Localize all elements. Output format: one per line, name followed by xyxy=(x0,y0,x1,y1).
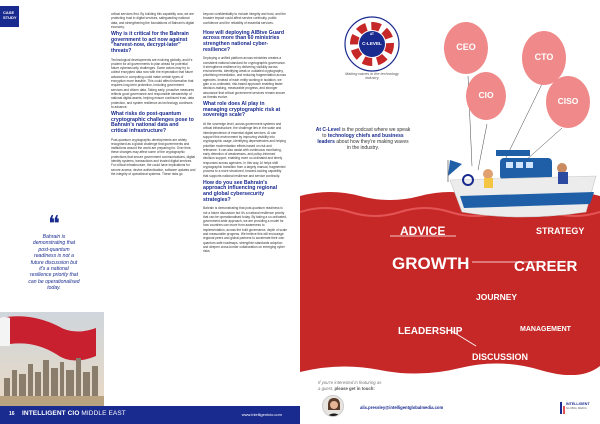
word-advice: ADVICE xyxy=(400,224,446,238)
word-leadership: LEADERSHIP xyxy=(398,326,463,337)
section-tab: CASE STUDY xyxy=(0,6,19,27)
podcast-promo-page xyxy=(300,0,600,424)
word-journey: JOURNEY xyxy=(476,292,518,302)
balloon-label-cto: CTO xyxy=(534,52,554,62)
question-heading-4: What role does AI play in managing cryptographic risk at sovereign scale? xyxy=(203,101,281,119)
question-heading-1: Why is it critical for the Bahrain government to act now against "harvest-now, decrypt-later" threats? xyxy=(111,31,189,54)
guest-invitation-line-1: If you're interested in featuring as xyxy=(318,380,382,385)
guest-invitation-cta: please get in touch: xyxy=(334,385,375,391)
contact-email-link[interactable]: alix.pressley@intelligentglobalmedia.com xyxy=(360,405,444,410)
word-management: MANAGEMENT xyxy=(520,326,571,333)
article-column-1 xyxy=(111,12,196,179)
quote-mark-icon: ❝ xyxy=(48,212,60,237)
host-avatar xyxy=(322,395,344,417)
answer-paragraph-1: Technological developments are evolving globally, and it's prudent for all governments to plan ahead for potential future cybersecurity challenges. Some actors may try to collect encrypted data now with the expectation that future advances in computing could make certain types of encryption more feasible. This could affect information that requires long-term protection, including government services and citizen data. Taking early, proactive measures reflects good governance and responsible stewardship of national digital assets, helping ensure continued trust, data protection, and system resilience as technology continues to advance. xyxy=(111,57,194,109)
word-strategy: STRATEGY xyxy=(536,226,585,236)
article-column-2 xyxy=(203,12,287,257)
question-heading-5: How do you see Bahrain's approach influencing regional and global cybersecurity strategies? xyxy=(203,179,278,203)
page-number: 16 xyxy=(9,411,15,417)
page-footer xyxy=(0,406,300,424)
ic-logo-text xyxy=(566,402,590,410)
word-career: CAREER xyxy=(514,258,578,275)
intelligent-global-media-logo xyxy=(560,401,590,415)
answer-paragraph-5: Bahrain is demonstrating that post-quantum readiness is not a future discussion but it's a national resilience priority that can be operationalised today. By taking a co-ordinated, government-wide approach, we are providing a model for how countries can move from awareness to implementation, across the built governance, depth of scale and measurable progress. We believe this will encourage regional peers and global partners to accelerate their own quantum-safe roadmaps, strengthen standards adoption and deepen cross-border collaboration on emerging cyber risks. xyxy=(203,206,287,254)
question-heading-3: How will deploying AIBtve Guard across more than 60 ministries strengthen national cyber-resilience? xyxy=(203,29,285,53)
publication-brand xyxy=(22,410,126,417)
bahrain-skyline-photo xyxy=(0,312,104,406)
balloon-label-ceo: CEO xyxy=(456,42,476,52)
intro-paragraph: critical services first. By building this capability now, we are protecting trust in digital services, safeguarding national data, and strengthening the foundations of Bahrain's digital economy. xyxy=(111,12,195,29)
answer-paragraph-4: At the sovereign level, across government systems and critical infrastructure, the challenge lies in the scale and interdependence of essential digital services. AI can support this environment by improving visibility into cryptographic usage, identifying dependencies and helping prioritise modernisation efforts based on risk and relevance. It can also assist with continuous monitoring, early detection of weaknesses, and policy-informed decision support, enabling more co-ordinated and timely responses across agencies. In this way, AI helps shift cryptographic transition from a largely manual, fragmented process to a more structured, forward-looking capability that supports national resilience and service continuity. xyxy=(203,122,286,178)
word-discussion: DISCUSSION xyxy=(472,352,529,362)
brand-region: MIDDLE EAST xyxy=(81,410,126,417)
pull-quote xyxy=(28,212,80,292)
question-heading-2: What risks do post-quantum cryptographic challenges pose to Bahrain's national data and critical infrastructure? xyxy=(111,111,194,134)
ic-logo-sub: GLOBAL MEDIA xyxy=(566,406,587,410)
website-url[interactable]: www.intelligentcio.com xyxy=(241,412,282,417)
answer-paragraph-3: Deploying a unified platform across ministries creates a consistent national standard for cryptographic governance. It strengthens resilience by delivering visibility across environments, identifying weak or outdated cryptography, prioritising remediation, and reducing fragmentation across agencies. Instead of each entity working in isolation, we gain a co-ordinated, risk-based approach enabling faster decision-making, measurable progress, and stronger assurance that critical government services remain secure as threats evolve. xyxy=(203,56,286,99)
word-growth: GROWTH xyxy=(392,254,470,273)
ic-logo-name: INTELLIGENT xyxy=(566,402,590,406)
guest-invitation xyxy=(318,380,381,391)
logo-at-text: AT xyxy=(369,32,374,36)
balloon-label-ciso: CISO xyxy=(557,96,579,106)
tagline-text-1: is the podcast where we speak to xyxy=(322,127,411,139)
balloon-label-cio: CIO xyxy=(478,90,494,100)
podcast-tagline xyxy=(315,127,411,151)
pull-quote-text: Bahrain is demonstrating that post-quantum readiness is not a future discussion but it's a national resilience priority that can be operationalised today. xyxy=(28,234,80,292)
tagline-highlight: technology chiefs and business leaders xyxy=(317,133,404,145)
answer-paragraph-2: Post-quantum cryptographic developments are widely recognised as a global challenge that governments and institutions around the world are preparing for. Over time, these changes may affect some of the cryptographic protections that secure government communications, digital identity systems, transactions and trusted digital services. For critical infrastructure, the could have implications for secure access, device authentication, software updates and the integrity of operational systems. These risks go xyxy=(111,137,196,176)
logo-c-level-text: C-LEVEL xyxy=(362,41,382,46)
promo-illustration xyxy=(300,0,600,424)
boat-illustration xyxy=(448,150,596,217)
guest-invitation-line-2: a guest, xyxy=(318,385,335,391)
tagline-text-2: about how they're making waves in the industry. xyxy=(334,139,409,151)
tagline-brand: At C-Level xyxy=(315,127,341,133)
brand-name: INTELLIGENT CIO xyxy=(22,410,80,417)
continued-paragraph: beyond confidentiality to include integrity and trust, and the broader impact could affect service continuity, public confidence and the reliability of essential services. xyxy=(203,12,286,25)
logo-ring-text: Making waves in the technology industry xyxy=(345,72,399,80)
